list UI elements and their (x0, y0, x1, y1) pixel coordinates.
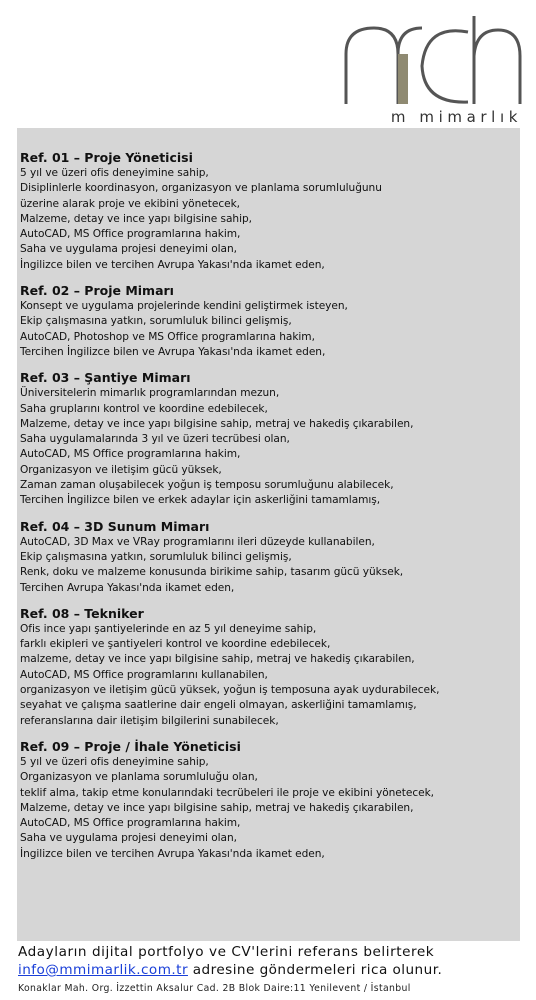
requirement-line: AutoCAD, MS Office programlarına hakim, (20, 228, 241, 241)
requirement-line: Tercihen İngilizce bilen ve Avrupa Yakası'nda ikamet eden, (20, 345, 326, 358)
job-title: Ref. 04 – 3D Sunum Mimarı (20, 518, 210, 534)
requirement-line: Malzeme, detay ve ince yapı bilgisine sahip, metraj ve hakediş çıkarabilen, (20, 417, 414, 430)
job-section-ref03 (20, 370, 516, 508)
job-section-ref02 (20, 283, 516, 360)
company-logo (340, 14, 524, 106)
requirement-line: Organizasyon ve iletişim gücü yüksek, (20, 463, 222, 476)
requirement-line: AutoCAD, MS Office programlarını kullanabilen, (20, 668, 268, 681)
requirement-line: Ekip çalışmasına yatkın, sorumluluk bilinci gelişmiş, (20, 315, 292, 328)
requirement-line: Saha ve uygulama projesi deneyimi olan, (20, 243, 237, 256)
requirement-line: AutoCAD, MS Office programlarına hakim, (20, 817, 241, 830)
requirement-line: AutoCAD, MS Office programlarına hakim, (20, 448, 241, 461)
job-title: Ref. 03 – Şantiye Mimarı (20, 370, 191, 386)
requirement-line: üzerine alarak proje ve ekibini yönetecek, (20, 197, 240, 210)
requirement-line: organizasyon ve iletişim gücü yüksek, yoğun iş temposuna ayak uydurabilecek, (20, 684, 440, 697)
requirement-line: AutoCAD, 3D Max ve VRay programlarını ileri düzeyde kullanabilen, (20, 535, 375, 548)
requirement-line: Malzeme, detay ve ince yapı bilgisine sahip, metraj ve hakediş çıkarabilen, (20, 801, 414, 814)
requirement-line: Konsept ve uygulama projelerinde kendini geliştirmek isteyen, (20, 300, 348, 313)
requirement-line: 5 yıl ve üzeri ofis deneyimine sahip, (20, 755, 209, 768)
job-title: Ref. 08 – Tekniker (20, 605, 144, 621)
requirement-line: 5 yıl ve üzeri ofis deneyimine sahip, (20, 167, 209, 179)
requirement-line: Ofis ince yapı şantiyelerinde en az 5 yıl deneyime sahip, (20, 622, 317, 635)
job-section-ref04 (20, 519, 516, 596)
requirement-line: Disiplinlerle koordinasyon, organizasyon ve planlama sorumluluğunu (20, 182, 382, 195)
job-title: Ref. 01 – Proje Yöneticisi (20, 150, 193, 165)
requirement-line: Saha ve uygulama projesi deneyimi olan, (20, 832, 237, 845)
requirement-line: farklı ekipleri ve şantiyeleri kontrol ve koordine edebilecek, (20, 638, 331, 651)
requirement-line: Ekip çalışmasına yatkın, sorumluluk bilinci gelişmiş, (20, 550, 292, 563)
requirement-line: teklif alma, takip etme konularındaki tecrübeleri ile proje ve ekibini yönetecek, (20, 786, 434, 799)
requirement-line: Saha uygulamalarında 3 yıl ve üzeri tecrübesi olan, (20, 433, 290, 446)
application-instruction-line2 (18, 962, 442, 978)
office-address: Konaklar Mah. Org. İzzettin Aksalur Cad. 2B Blok Daire:11 Yenilevent / İstanbul (18, 983, 411, 994)
footer (0, 941, 536, 1000)
requirement-line: Renk, doku ve malzeme konusunda birikime sahip, tasarım gücü yüksek, (20, 566, 404, 579)
requirement-line: Zaman zaman oluşabilecek yoğun iş temposu sorumluğunu alabilecek, (20, 479, 394, 492)
requirement-line: Malzeme, detay ve ince yapı bilgisine sahip, (20, 212, 252, 225)
application-instruction: Adayların dijital portfolyo ve CV'lerini referans belirterek (18, 944, 435, 960)
job-title: Ref. 02 – Proje Mimarı (20, 283, 174, 299)
requirement-line: Organizasyon ve planlama sorumluluğu olan, (20, 771, 258, 784)
job-section-ref08 (20, 606, 516, 729)
requirement-line: Saha gruplarını kontrol ve koordine edebilecek, (20, 402, 268, 415)
requirement-line: İngilizce bilen ve tercihen Avrupa Yakası'nda ikamet eden, (20, 258, 325, 271)
requirement-line: İngilizce bilen ve tercihen Avrupa Yakası'nda ikamet eden, (20, 847, 325, 860)
job-title: Ref. 09 – Proje / İhale Yöneticisi (20, 738, 241, 754)
logo-wordmark: m mimarlık (390, 108, 522, 126)
requirement-line: referanslarına dair iletişim bilgilerini sunabilecek, (20, 714, 279, 727)
job-listings-panel (17, 128, 520, 941)
requirement-line: malzeme, detay ve ince yapı bilgisine sahip, metraj ve hakediş çıkarabilen, (20, 653, 415, 666)
job-section-ref01 (20, 150, 516, 273)
application-instruction-rest: adresine göndermeleri rica olunur. (187, 962, 443, 978)
requirement-line: seyahat ve çalışma saatlerine dair engeli olmayan, askerliğini tamamlamış, (20, 699, 417, 712)
email-link[interactable]: info@mmimarlik.com.tr (18, 962, 188, 978)
requirement-line: AutoCAD, Photoshop ve MS Office programlarına hakim, (20, 330, 315, 343)
requirement-line: Tercihen Avrupa Yakası'nda ikamet eden, (20, 581, 235, 594)
job-section-ref09 (20, 739, 516, 862)
requirement-line: Tercihen İngilizce bilen ve erkek adaylar için askerliğini tamamlamış, (20, 494, 381, 507)
requirement-line: Üniversitelerin mimarlık programlarından mezun, (20, 387, 280, 400)
header (0, 0, 536, 126)
